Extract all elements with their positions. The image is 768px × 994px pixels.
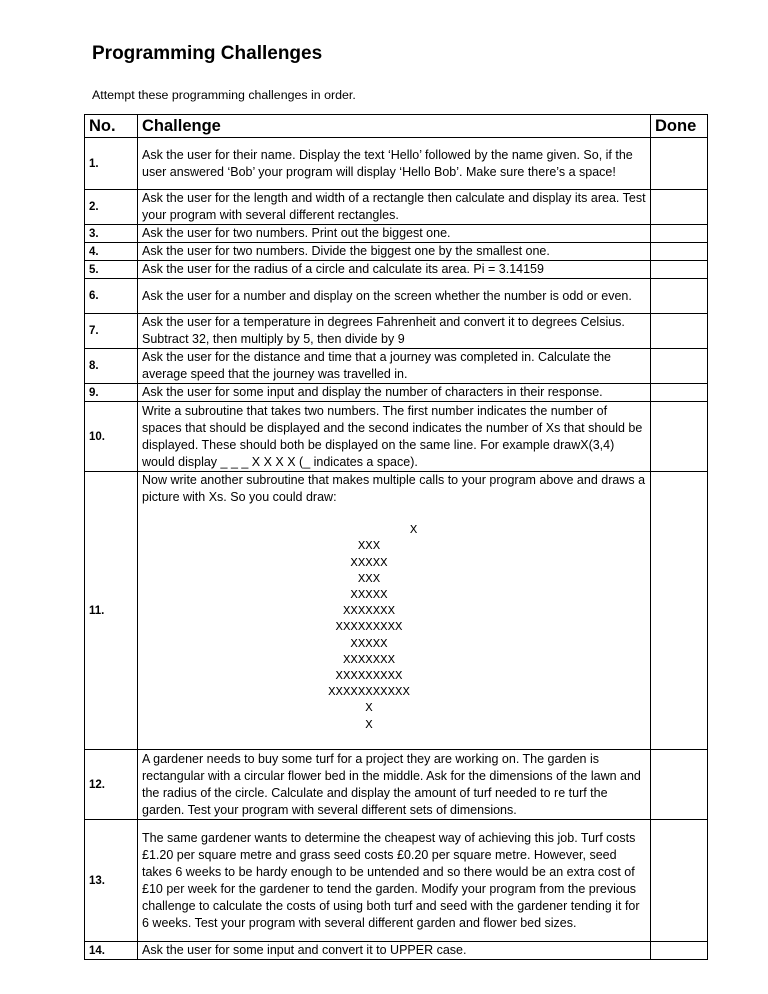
row-number: 7. (85, 314, 138, 349)
challenge-text: Ask the user for a number and display on the screen whether the number is odd or even. (138, 279, 651, 314)
row-number: 6. (85, 279, 138, 314)
challenge-text: Ask the user for the distance and time that a journey was completed in. Calculate the average speed that the journey was travelled in. (138, 349, 651, 384)
done-cell[interactable] (651, 243, 708, 261)
done-cell[interactable] (651, 472, 708, 750)
table-row (85, 820, 708, 942)
done-cell[interactable] (651, 138, 708, 190)
done-cell[interactable] (651, 750, 708, 820)
header-done: Done (651, 115, 708, 138)
intro-text: Attempt these programming challenges in order. (92, 88, 356, 102)
done-cell[interactable] (651, 942, 708, 960)
challenge-text: Ask the user for the length and width of a rectangle then calculate and display its area. Test your program with several different rectangles. (138, 190, 651, 225)
table-row (85, 349, 708, 384)
row-number: 3. (85, 225, 138, 243)
art-line: XXXXXXXXX (335, 669, 403, 684)
row-number: 13. (85, 820, 138, 942)
done-cell[interactable] (651, 402, 708, 472)
table-row (85, 402, 708, 472)
art-line: XXXXXXXXX (335, 620, 403, 635)
art-line: X (365, 701, 373, 716)
row-number: 14. (85, 942, 138, 960)
art-line: X (365, 717, 373, 732)
x-pattern-art (142, 506, 646, 749)
challenge-text: Now write another subroutine that makes multiple calls to your program above and draws a picture with Xs. So you could draw: (142, 473, 646, 504)
art-line: XXXXX (350, 636, 388, 651)
art-line: XXXXX (350, 588, 388, 603)
art-line: XXXXX (350, 555, 388, 570)
row-number: 2. (85, 190, 138, 225)
done-cell[interactable] (651, 314, 708, 349)
challenge-text: The same gardener wants to determine the cheapest way of achieving this job. Turf costs £1.20 per square metre and grass seed costs £0.20 per square metre. However, seed takes 6 weeks to be hardy enough to be untended and so there would be an extra cost of £10 per week for the gardener to tend the garden. Modify your program from the previous challenge to calculate the costs of using both turf and seed with the gardener tending it for 6 weeks. Test your program with several different garden and flower bed sizes. (138, 820, 651, 942)
row-number: 8. (85, 349, 138, 384)
table-row (85, 384, 708, 402)
table-row (85, 190, 708, 225)
done-cell[interactable] (651, 190, 708, 225)
document-title: Programming Challenges (92, 43, 323, 64)
art-line: X (409, 523, 418, 538)
art-line: XXXXXXXXXXX (328, 685, 410, 700)
challenge-cell (138, 472, 651, 750)
header-row (85, 115, 708, 138)
challenge-text: Ask the user for their name. Display the text ‘Hello’ followed by the name given. So, if the user answered ‘Bob’ your program will display ‘Hello Bob’. Make sure there’s a space! (138, 138, 651, 190)
header-no: No. (85, 115, 138, 138)
row-number: 11. (85, 472, 138, 750)
art-line: XXXXXXX (342, 604, 396, 619)
table-row (85, 261, 708, 279)
challenge-text: Ask the user for some input and display the number of characters in their response. (138, 384, 651, 402)
done-cell[interactable] (651, 820, 708, 942)
challenge-text: Write a subroutine that takes two numbers. The first number indicates the number of spaces that should be displayed and the second indicates the number of Xs that should be displayed. These should both be displayed on the same line. For example drawX(3,4) would display _ _ _ X X X X (_ indicates a space). (138, 402, 651, 472)
row-number: 5. (85, 261, 138, 279)
done-cell[interactable] (651, 261, 708, 279)
challenges-table (84, 114, 708, 960)
challenge-text: A gardener needs to buy some turf for a project they are working on. The garden is rectangular with a circular flower bed in the middle. Ask for the dimensions of the lawn and the radius of the circle. Calculate and display the amount of turf needed to re turf the garden. Test your program with several different sets of dimensions. (138, 750, 651, 820)
row-number: 4. (85, 243, 138, 261)
table-row (85, 314, 708, 349)
art-line: XXX (357, 539, 381, 554)
row-number: 1. (85, 138, 138, 190)
done-cell[interactable] (651, 384, 708, 402)
row-number: 9. (85, 384, 138, 402)
table-row (85, 243, 708, 261)
row-number: 12. (85, 750, 138, 820)
done-cell[interactable] (651, 279, 708, 314)
challenge-text: Ask the user for the radius of a circle and calculate its area. Pi = 3.14159 (138, 261, 651, 279)
table-row (85, 942, 708, 960)
table-row (85, 472, 708, 750)
challenge-text: Ask the user for two numbers. Divide the biggest one by the smallest one. (138, 243, 651, 261)
art-line: XXX (357, 571, 381, 586)
table-row (85, 750, 708, 820)
done-cell[interactable] (651, 349, 708, 384)
art-line: XXXXXXX (342, 652, 396, 667)
table-row (85, 279, 708, 314)
challenge-text: Ask the user for some input and convert it to UPPER case. (138, 942, 651, 960)
done-cell[interactable] (651, 225, 708, 243)
row-number: 10. (85, 402, 138, 472)
challenge-text: Ask the user for two numbers. Print out the biggest one. (138, 225, 651, 243)
challenge-text: Ask the user for a temperature in degrees Fahrenheit and convert it to degrees Celsius. Subtract 32, then multiply by 5, then divide by 9 (138, 314, 651, 349)
header-challenge: Challenge (138, 115, 651, 138)
table-row (85, 138, 708, 190)
table-row (85, 225, 708, 243)
